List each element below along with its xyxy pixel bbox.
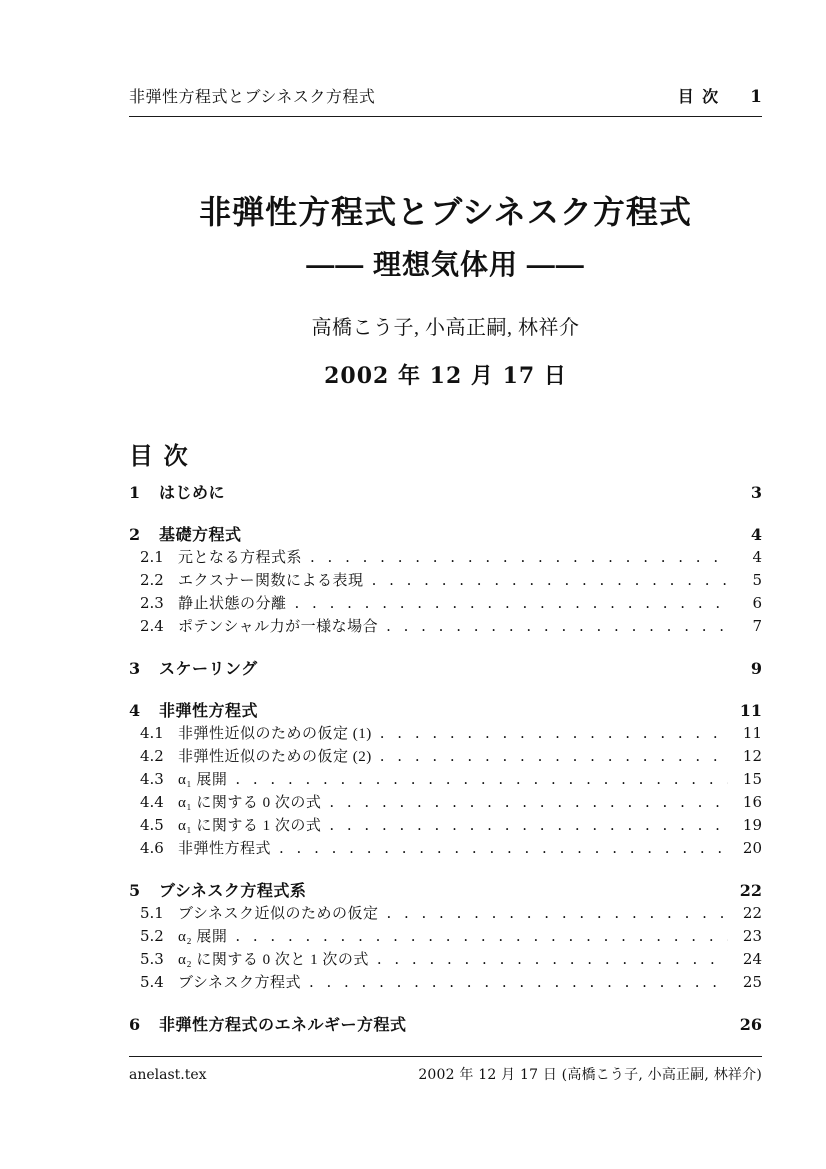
toc-entry-title: α₂ に関する 0 次と 1 次の式 (178, 952, 369, 968)
toc-entry-number: 5.2 (140, 927, 164, 945)
toc-entry-number: 1 (129, 483, 141, 502)
toc-entry-page: 26 (739, 1015, 762, 1034)
toc-list (129, 481, 762, 1036)
toc-entry-number: 2.3 (140, 594, 164, 612)
toc-dot-leader (372, 569, 728, 592)
toc-entry-2.3 (129, 592, 762, 615)
toc-entry-4 (129, 699, 762, 722)
toc-entry-title: ブシネスク方程式系 (159, 883, 307, 900)
toc-entry-3 (129, 657, 762, 680)
toc-entry-number: 4.5 (140, 816, 164, 834)
toc-entry-number: 4.4 (140, 793, 164, 811)
toc-entry-page: 4 (752, 548, 762, 566)
toc-entry-6 (129, 1013, 762, 1036)
toc-entry-number: 2.1 (140, 548, 164, 566)
footer-date-authors: 2002 年 12 月 17 日 (高橋こう子, 小高正嗣, 林祥介) (418, 1067, 762, 1083)
toc-entry-page: 20 (742, 839, 762, 857)
toc-entry-title: ブシネスク近似のための仮定 (178, 906, 379, 922)
toc-entry-title: α₁ 展開 (178, 772, 228, 788)
toc-entry-title: α₁ に関する 1 次の式 (178, 818, 322, 834)
toc-entry-page: 16 (742, 793, 762, 811)
document-subtitle: —— 理想気体用 —— (306, 248, 585, 280)
toc-dot-leader (295, 592, 728, 615)
toc-entry-4.5 (129, 814, 762, 837)
toc-entry-page: 24 (742, 950, 762, 968)
toc-entry-2.2 (129, 569, 762, 592)
document-date: 2002 年 12 月 17 日 (324, 362, 567, 389)
toc-entry-number: 6 (129, 1015, 141, 1034)
toc-entry-page: 5 (752, 571, 762, 589)
running-header-right (678, 84, 762, 107)
toc-entry-number: 4 (129, 701, 141, 720)
toc-entry-page: 15 (742, 770, 762, 788)
toc-entry-number: 2 (129, 525, 141, 544)
document-authors: 高橋こう子, 小高正嗣, 林祥介 (311, 316, 580, 339)
toc-entry-number: 5.1 (140, 904, 164, 922)
toc-dot-leader (310, 546, 728, 569)
toc-entry-page: 11 (739, 701, 762, 720)
toc-entry-4.2 (129, 745, 762, 768)
toc-entry-page: 23 (742, 927, 762, 945)
toc-entry-title: はじめに (159, 485, 226, 502)
toc-dot-leader (386, 615, 728, 638)
toc-entry-4.1 (129, 722, 762, 745)
toc-entry-title: 基礎方程式 (159, 527, 242, 544)
toc-entry-page: 22 (742, 904, 762, 922)
toc-entry-number: 5.4 (140, 973, 164, 991)
toc-dot-leader (329, 814, 728, 837)
toc-entry-title: ブシネスク方程式 (178, 975, 301, 991)
toc-dot-leader (380, 745, 728, 768)
toc-entry-page: 12 (742, 747, 762, 765)
toc-entry-title: 元となる方程式系 (178, 550, 303, 566)
toc-entry-page: 19 (742, 816, 762, 834)
running-footer (129, 1056, 762, 1084)
toc-dot-leader (377, 948, 728, 971)
toc-entry-number: 2.2 (140, 571, 164, 589)
toc-dot-leader (235, 768, 728, 791)
toc-entry-number: 2.4 (140, 617, 164, 635)
toc-entry-5.2 (129, 925, 762, 948)
toc-entry-title: 非弾性方程式 (178, 841, 272, 857)
toc-entry-title: 非弾性方程式のエネルギー方程式 (159, 1017, 407, 1034)
toc-entry-title: 非弾性方程式 (159, 703, 259, 720)
toc-entry-5.3 (129, 948, 762, 971)
toc-entry-page: 25 (742, 973, 762, 991)
toc-entry-4.4 (129, 791, 762, 814)
toc-entry-number: 4.2 (140, 747, 164, 765)
toc-dot-leader (329, 791, 728, 814)
toc-entry-2.1 (129, 546, 762, 569)
toc-entry-5.4 (129, 971, 762, 994)
toc-entry-number: 5.3 (140, 950, 164, 968)
toc-entry-4.3 (129, 768, 762, 791)
running-header-page-number: 1 (750, 87, 762, 107)
title-block (129, 192, 762, 390)
toc-entry-page: 4 (750, 525, 762, 544)
running-header-title: 非弾性方程式とブシネスク方程式 (129, 89, 376, 106)
footer-filename: anelast.tex (129, 1067, 207, 1083)
toc-entry-1 (129, 481, 762, 504)
toc-entry-page: 22 (739, 881, 762, 900)
toc-dot-leader (279, 837, 728, 860)
document-title: 非弾性方程式とブシネスク方程式 (199, 194, 692, 230)
toc-entry-page: 6 (752, 594, 762, 612)
toc-entry-title: 非弾性近似のための仮定 (2) (178, 749, 372, 765)
toc-entry-title: スケーリング (159, 661, 258, 678)
toc-entry-number: 4.1 (140, 724, 164, 742)
running-header (129, 84, 762, 117)
toc-entry-page: 3 (750, 483, 762, 502)
toc-dot-leader (235, 925, 728, 948)
toc-entry-title: エクスナー関数による表現 (178, 573, 364, 589)
toc-entry-number: 5 (129, 881, 141, 900)
running-header-section-mark: 目 次 (677, 89, 721, 106)
toc-entry-number: 4.3 (140, 770, 164, 788)
toc-entry-2.4 (129, 615, 762, 638)
toc-dot-leader (309, 971, 728, 994)
toc-entry-title: α₂ 展開 (178, 929, 228, 945)
toc-entry-title: 非弾性近似のための仮定 (1) (178, 726, 372, 742)
toc-entry-page: 11 (742, 724, 762, 742)
toc-dot-leader (386, 902, 728, 925)
toc-heading: 目 次 (129, 443, 190, 470)
toc-entry-page: 7 (752, 617, 762, 635)
toc-entry-5.1 (129, 902, 762, 925)
toc-entry-title: 静止状態の分離 (178, 596, 287, 612)
toc-entry-title: ポテンシャル力が一様な場合 (178, 619, 379, 635)
toc-entry-page: 9 (750, 659, 762, 678)
toc-entry-number: 4.6 (140, 839, 164, 857)
toc-dot-leader (380, 722, 728, 745)
toc-entry-title: α₁ に関する 0 次の式 (178, 795, 322, 811)
toc-entry-5 (129, 879, 762, 902)
toc-entry-2 (129, 523, 762, 546)
toc-entry-4.6 (129, 837, 762, 860)
toc-entry-number: 3 (129, 659, 141, 678)
